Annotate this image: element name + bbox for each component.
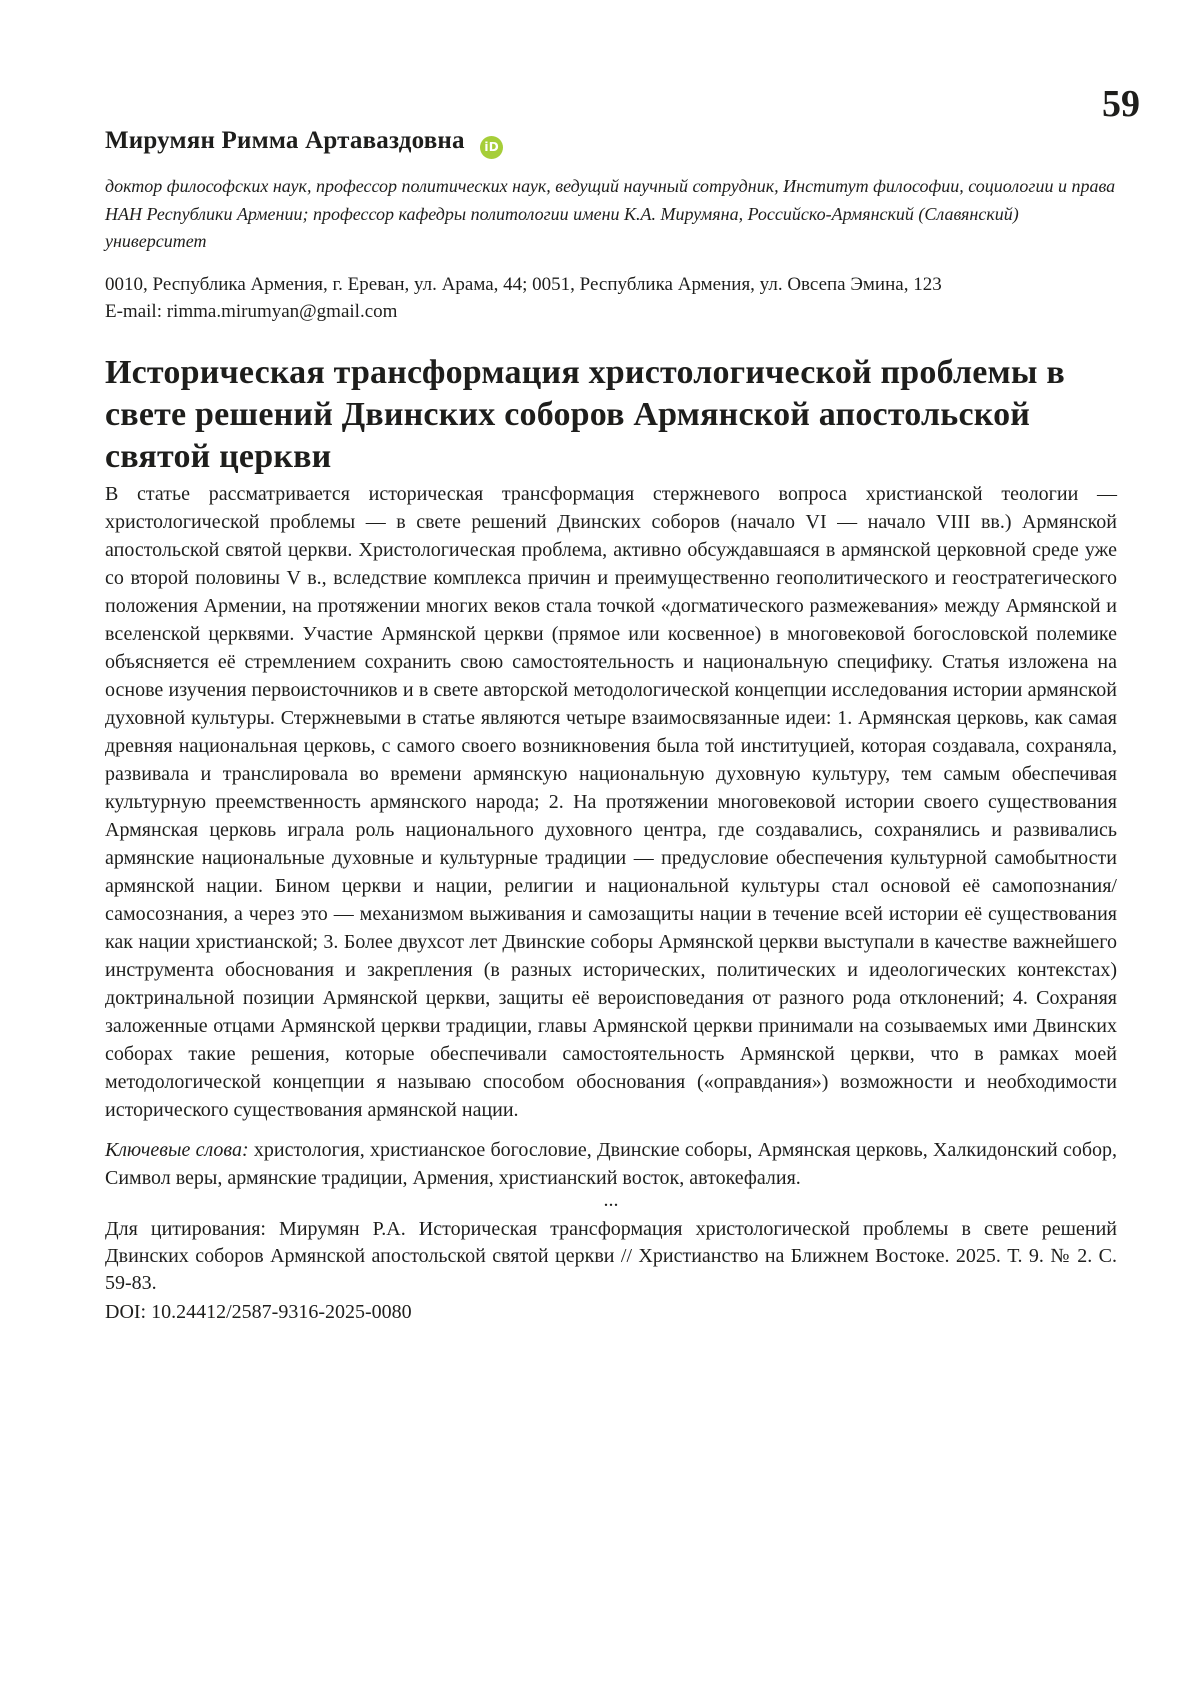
page-content [105,126,1117,1326]
email-value: rimma.mirumyan@gmail.com [166,301,398,322]
keywords-block [105,1136,1117,1192]
email-label: E-mail: [105,301,162,322]
author-name: Мирумян Римма Артаваздовна [105,127,465,154]
article-title: Историческая трансформация христологической проблемы в свете решений Двинских соборов Армянской апостольской святой церкви [105,353,1065,475]
section-divider: ... [603,1188,619,1211]
author-name-row [105,126,1117,159]
keywords-label: Ключевые слова: [105,1138,249,1161]
citation-line: Для цитирования: Мирумян Р.А. Историческая трансформация христологической проблемы в свете решений Двинских соборов Армянской апостольской святой церкви // Христианство на Ближнем Востоке. 2025. Т. 9. № 2. С. 59-83. [105,1217,1117,1294]
author-address: 0010, Республика Армения, г. Ереван, ул. Арама, 44; 0051, Республика Армения, ул. Овсепа Эмина, 123 [105,273,942,295]
author-affiliation: доктор философских наук, профессор политических наук, ведущий научный сотрудник, Институт философии, социологии и права НАН Республики Армении; профессор кафедры политологии имени К.А. Мирумяна, Российско-Армянский (Славянский) университет [105,176,1116,251]
page-number: 59 [1102,83,1140,125]
keywords-text: христология, христианское богословие, Двинские соборы, Армянская церковь, Халкидонский собор, Символ веры, армянские традиции, Армения, христианский восток, автокефалия. [105,1138,1118,1189]
author-contacts [105,271,1117,326]
doi-line: DOI: 10.24412/2587-9316-2025-0080 [105,1300,412,1323]
article-abstract: В статье рассматривается историческая трансформация стержневого вопроса христианской теологии — христологической проблемы — в свете решений Двинских соборов (начало VI — начало VIII вв.) Армянской апостольской святой церкви. Христологическая проблема, активно обсуждавшаяся в армянской церковной среде уже со второй половины V в., вследствие комплекса причин и преимущественно геополитического и геостратегического положения Армении, на протяжении многих веков стала точкой «догматического размежевания» между Армянской и вселенской церквями. Участие Армянской церкви (прямое или косвенное) в многовековой богословской полемике объясняется её стремлением сохранить свою самостоятельность и национальную специфику. Статья изложена на основе изучения первоисточников и в свете авторской методологической концепции исследования истории армянской духовной культуры. Стержневыми в статье являются четыре взаимосвязанные идеи: 1. Армянская церковь, как самая древняя национальная церковь, с самого своего возникновения была той институцией, которая создавала, сохраняла, развивала и транслировала во времени армянскую национальную духовную культуру, тем самым обеспечивая культурную преемственность армянского народа; 2. На протяжении многовековой истории своего существования Армянская церковь играла роль национального духовного центра, где создавались, сохранялись и развивались армянские национальные духовные и культурные традиции — предусловие обеспечения культурной самобытности армянской нации. Бином церкви и нации, религии и национальной культуры стал основой её самопознания/самосознания, а через это — механизмом выживания и самозащиты нации в течение всей истории её существования как нации христианской; 3. Более двухсот лет Двинские соборы Армянской церкви выступали в качестве важнейшего инструмента обоснования и закрепления (в разных исторических, политических и идеологических контекстах) доктринальной позиции Армянской церкви, защиты её вероисповедания от разного рода отклонений; 4. Сохраняя заложенные отцами Армянской церкви традиции, главы Армянской церкви принимали на созываемых ими Двинских соборах такие решения, которые обеспечивали самостоятельность Армянской церкви, что в рамках моей методологической концепции я называю способом обоснования («оправдания») возможности и необходимости исторического существования армянской нации. [105,482,1117,1121]
orcid-icon[interactable]: iD [480,136,503,159]
author-block [105,126,1117,326]
